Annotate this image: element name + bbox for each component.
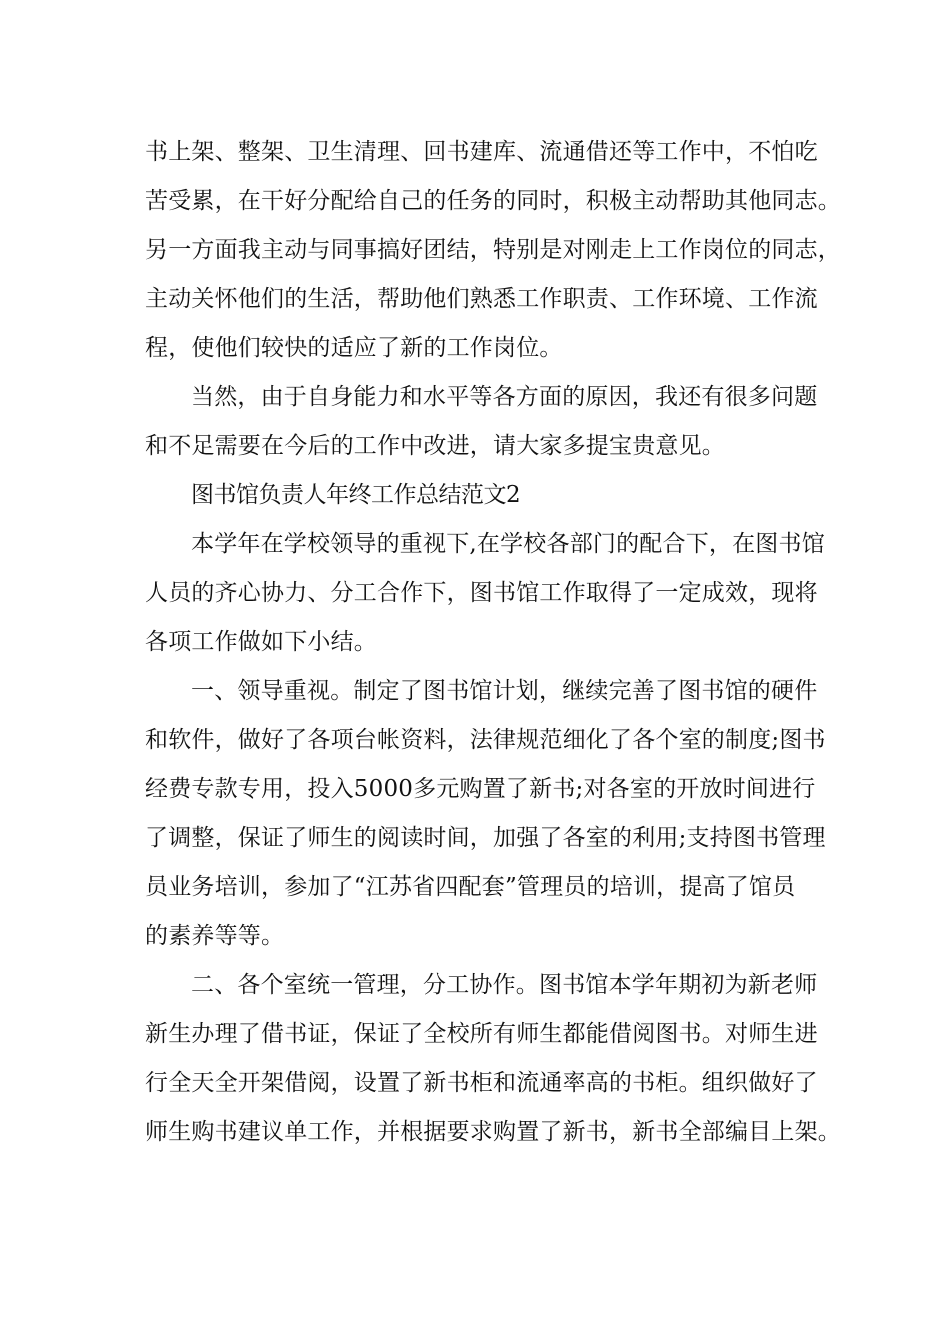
text-line: 经费专款专用，投入5000多元购置了新书;对各室的开放时间进行	[145, 776, 816, 802]
text-line: 和软件，做好了各项台帐资料，法律规范细化了各个室的制度;图书	[145, 727, 826, 753]
text-line: 当然，由于自身能力和水平等各方面的原因，我还有很多问题	[191, 384, 818, 410]
text-line: 主动关怀他们的生活，帮助他们熟悉工作职责、工作环境、工作流	[145, 286, 818, 312]
document-body	[145, 128, 841, 1157]
text-line: 了调整，保证了师生的阅读时间，加强了各室的利用;支持图书管理	[145, 825, 826, 851]
text-line: 另一方面我主动与同事搞好团结，特别是对刚走上工作岗位的同志，	[145, 237, 841, 263]
text-line: 员业务培训，参加了“江苏省四配套”管理员的培训，提高了馆员	[145, 874, 796, 900]
section-title: 图书馆负责人年终工作总结范文2	[191, 482, 521, 508]
text-line: 一、领导重视。制定了图书馆计划，继续完善了图书馆的硬件	[191, 678, 818, 704]
text-line: 各项工作做如下小结。	[145, 629, 377, 655]
text-line: 的素养等等。	[145, 923, 285, 949]
paragraph-management	[145, 961, 841, 1157]
text-line: 本学年在学校领导的重视下,在学校各部门的配合下，在图书馆	[191, 531, 825, 557]
text-line: 书上架、整架、卫生清理、回书建库、流通借还等工作中，不怕吃	[145, 139, 818, 165]
text-line: 师生购书建议单工作，并根据要求购置了新书，新书全部编目上架。	[145, 1119, 841, 1145]
text-line: 新生办理了借书证，保证了全校所有师生都能借阅图书。对师生进	[145, 1021, 818, 1047]
text-line: 和不足需要在今后的工作中改进，请大家多提宝贵意见。	[145, 433, 725, 459]
paragraph-continued	[145, 128, 841, 373]
paragraph-leadership	[145, 667, 835, 961]
text-line: 人员的齐心协力、分工合作下，图书馆工作取得了一定成效，现将	[145, 580, 818, 606]
text-line: 程，使他们较快的适应了新的工作岗位。	[145, 335, 563, 361]
text-line: 二、各个室统一管理，分工协作。图书馆本学年期初为新老师	[191, 972, 818, 998]
paragraph-intro	[145, 520, 835, 667]
paragraph-closing-remark	[145, 373, 835, 471]
text-line: 行全天全开架借阅，设置了新书柜和流通率高的书柜。组织做好了	[145, 1070, 818, 1096]
text-line: 苦受累，在干好分配给自己的任务的同时，积极主动帮助其他同志。	[145, 188, 841, 214]
